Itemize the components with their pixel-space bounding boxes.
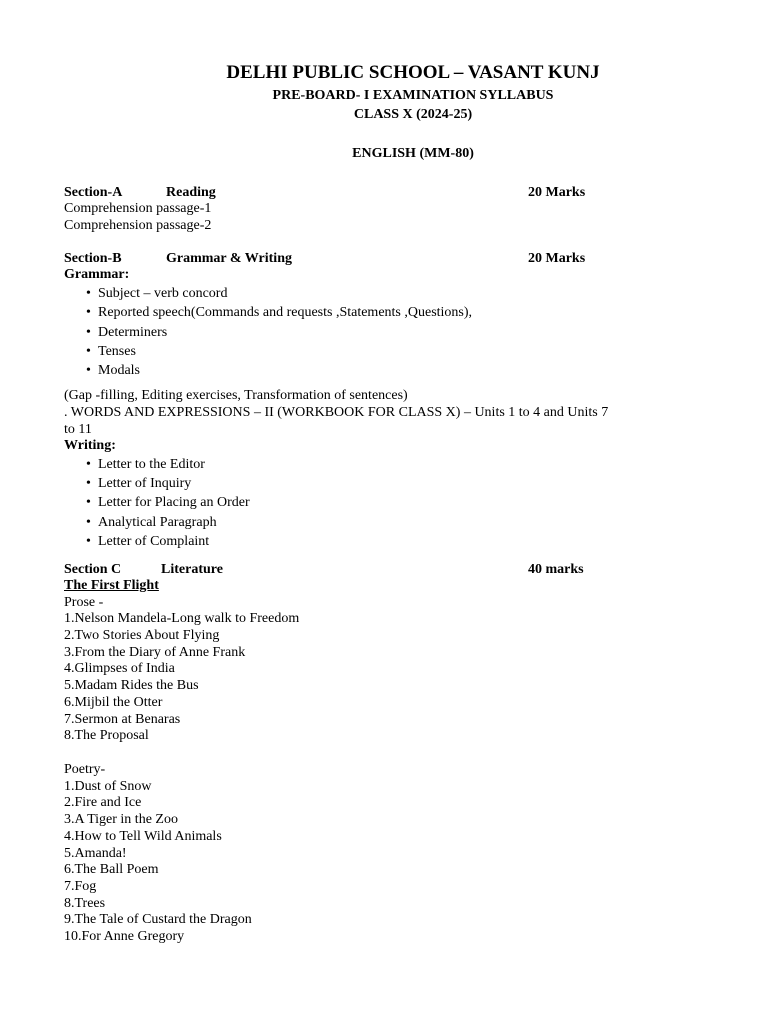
list-item: 2.Fire and Ice — [64, 795, 142, 811]
section-c-header — [64, 561, 714, 578]
subject-title: ENGLISH (MM-80) — [352, 146, 474, 161]
list-item: • Letter for Placing an Order — [86, 493, 714, 512]
school-name: DELHI PUBLIC SCHOOL – VASANT KUNJ — [226, 62, 600, 83]
list-item: 5.Amanda! — [64, 845, 127, 861]
bullet-icon: • — [86, 495, 91, 511]
section-c-marks: 40 marks — [528, 561, 584, 577]
list-item: 9.The Tale of Custard the Dragon — [64, 912, 252, 928]
list-item: • Letter to the Editor — [86, 455, 714, 474]
list-item: 8.Trees — [64, 895, 106, 911]
list-item: 6.The Ball Poem — [64, 862, 159, 878]
poetry-list — [64, 779, 714, 946]
bullet-icon: • — [86, 514, 91, 530]
list-item: 5.Madam Rides the Bus — [64, 678, 199, 694]
bullet-icon: • — [86, 533, 91, 549]
section-b-name: Grammar & Writing — [166, 251, 292, 267]
grammar-list — [64, 284, 714, 380]
section-a-marks: 20 Marks — [528, 185, 586, 200]
grammar-label: Grammar: — [64, 267, 130, 283]
prose-label: Prose - — [64, 594, 104, 610]
list-item: • Letter of Complaint — [86, 532, 714, 551]
list-item: 3.A Tiger in the Zoo — [64, 812, 178, 828]
list-item: 8.The Proposal — [64, 728, 149, 744]
list-item: • Subject – verb concord — [86, 284, 714, 303]
list-item: 4.Glimpses of India — [64, 661, 175, 677]
bullet-icon: • — [86, 362, 91, 378]
bullet-icon: • — [86, 343, 91, 359]
list-item: 7.Fog — [64, 878, 97, 894]
list-item: 6.Mijbil the Otter — [64, 694, 163, 710]
list-item: 1.Dust of Snow — [64, 778, 152, 794]
section-b-code: Section-B — [64, 251, 122, 267]
workbook-line-cont: to 11 — [64, 421, 92, 437]
writing-list — [64, 455, 714, 551]
section-b-header — [64, 250, 714, 267]
list-item: 3.From the Diary of Anne Frank — [64, 644, 246, 660]
list-item: • Reported speech(Commands and requests ,Statements ,Questions), — [86, 303, 714, 322]
section-c-name: Literature — [161, 561, 223, 577]
section-a-code: Section-A — [64, 185, 123, 200]
class-title: CLASS X (2024-25) — [353, 107, 473, 122]
bullet-icon: • — [86, 286, 91, 302]
list-item: 2.Two Stories About Flying — [64, 628, 220, 644]
bullet-icon: • — [86, 305, 91, 321]
list-item: • Analytical Paragraph — [86, 513, 714, 532]
list-item: 7.Sermon at Benaras — [64, 711, 181, 727]
section-a-name: Reading — [166, 185, 216, 200]
list-item: • Determiners — [86, 323, 714, 342]
list-item: 1.Nelson Mandela-Long walk to Freedom — [64, 611, 300, 627]
list-item: • Tenses — [86, 342, 714, 361]
writing-label: Writing: — [64, 438, 116, 454]
bullet-icon: • — [86, 324, 91, 340]
section-a-header — [64, 184, 714, 201]
syllabus-page — [64, 62, 714, 946]
section-a-item: Comprehension passage-2 — [64, 217, 212, 233]
prose-list — [64, 611, 714, 745]
bullet-icon: • — [86, 476, 91, 492]
list-item: 10.For Anne Gregory — [64, 929, 185, 945]
section-b-marks: 20 Marks — [528, 251, 586, 267]
grammar-note: (Gap -filling, Editing exercises, Transformation of sentences) — [64, 388, 408, 404]
workbook-line: . WORDS AND EXPRESSIONS – II (WORKBOOK FOR CLASS X) – Units 1 to 4 and Units 7 — [64, 404, 609, 420]
bullet-icon: • — [86, 456, 91, 472]
poetry-label: Poetry- — [64, 761, 106, 777]
list-item: • Letter of Inquiry — [86, 474, 714, 493]
list-item: • Modals — [86, 361, 714, 380]
list-item: 4.How to Tell Wild Animals — [64, 828, 222, 844]
exam-title: PRE-BOARD- I EXAMINATION SYLLABUS — [272, 88, 554, 103]
section-a-item: Comprehension passage-1 — [64, 201, 212, 216]
book-title: The First Flight — [64, 577, 159, 593]
section-c-code: Section C — [64, 561, 122, 577]
